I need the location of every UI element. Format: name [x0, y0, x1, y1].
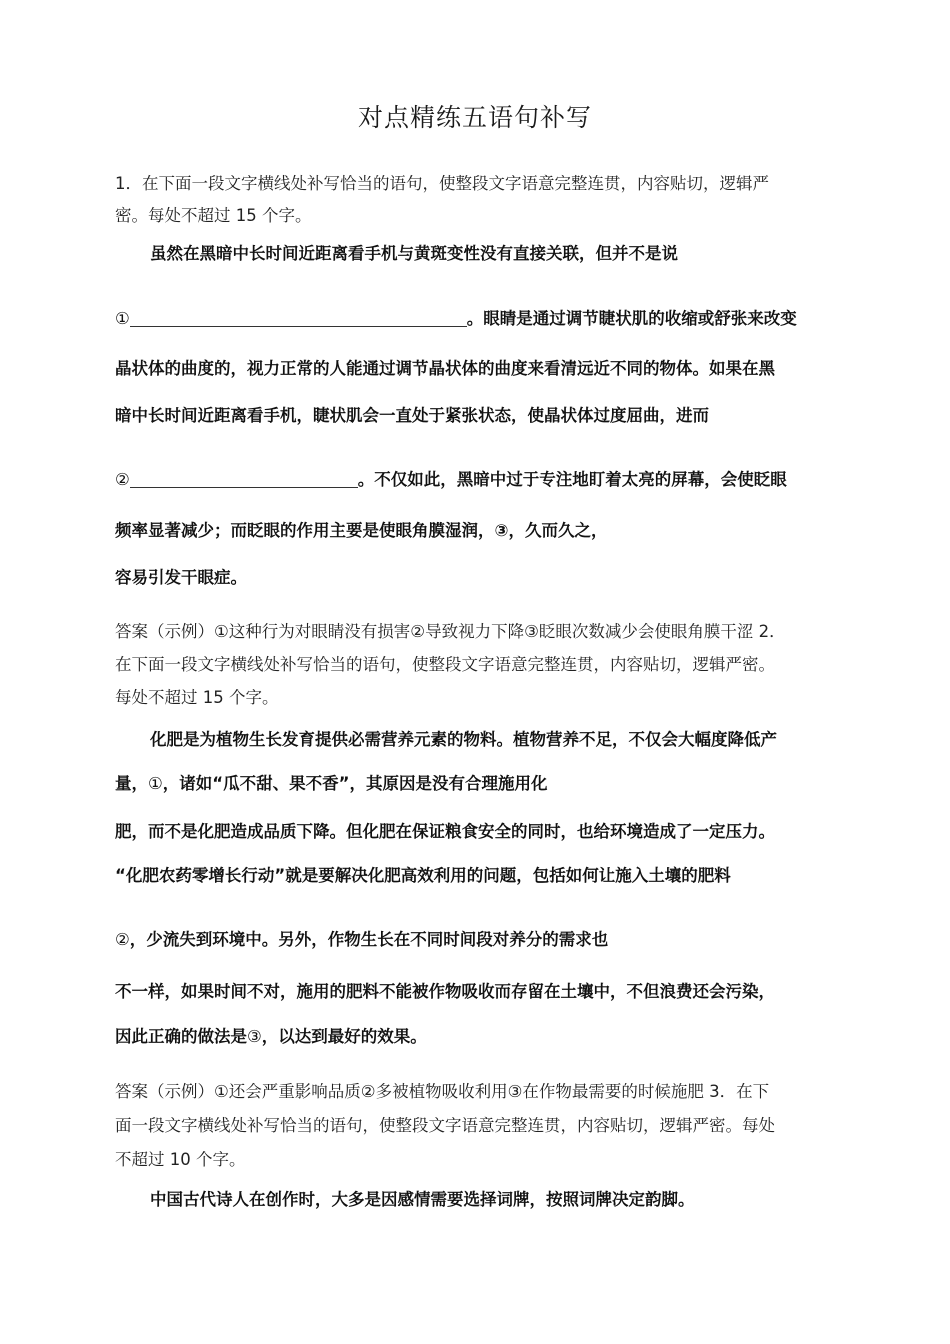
q2-passage-line-6: 不一样，如果时间不对，施用的肥料不能被作物吸收而存留在土壤中，不但浪费还会污染，: [115, 982, 775, 1001]
q2-line-7-start: 因此正确的做法是: [115, 1027, 247, 1046]
q2-answer-line-3: 不超过 10 个字。: [115, 1150, 246, 1169]
q2-blank-2-mark: ②: [115, 930, 130, 949]
q1-passage-line-4: 暗中长时间近距离看手机，睫状肌会一直处于紧张状态，使晶状体过度屈曲，进而: [115, 406, 709, 425]
q2-passage-line-5: [115, 928, 840, 952]
q2-line-2-start: 量，: [115, 774, 148, 793]
q1-passage-line-6: 频率显著减少；而眨眼的作用主要是使眼角膜湿润，③，久而久之，: [115, 521, 608, 540]
q2-passage-line-1: 化肥是为植物生长发育提供必需营养元素的物料。植物营养不足，不仅会大幅度降低产: [150, 730, 777, 749]
answer-blank-2[interactable]: [130, 469, 358, 488]
q2-passage-line-4: “化肥农药零增长行动”就是要解决化肥高效利用的问题，包括如何让施入土壤的肥料: [115, 866, 731, 885]
q2-blank-1-mark: ①: [148, 774, 163, 793]
q2-answer-line-2: 面一段文字横线处补写恰当的语句，使整段文字语意完整连贯，内容贴切，逻辑严密。每处: [115, 1116, 775, 1135]
q1-passage-line-5-text: 。不仅如此，黑暗中过于专注地盯着太亮的屏幕，会使眨眼: [357, 470, 787, 489]
q1-passage-line-5: [115, 468, 840, 492]
q1-answer-line-3: 每处不超过 15 个字。: [115, 688, 279, 707]
page-title: 对点精练五语句补写: [357, 103, 592, 132]
q1-passage-line-2: [115, 307, 840, 331]
answer-blank-1[interactable]: [130, 308, 467, 327]
q1-intro-line-1: 1．在下面一段文字横线处补写恰当的语句，使整段文字语意完整连贯，内容贴切，逻辑严: [115, 174, 769, 193]
blank-1-mark: ①: [115, 309, 130, 328]
q2-answer-line-1: 答案（示例）①还会严重影响品质②多被植物吸收利用③在作物最需要的时候施肥 3．在下: [115, 1082, 770, 1101]
q2-passage-line-7: [115, 1025, 840, 1049]
q3-passage-line-1: 中国古代诗人在创作时，大多是因感情需要选择词牌，按照词牌决定韵脚。: [150, 1190, 695, 1209]
q1-intro-line-2: 密。每处不超过 15 个字。: [115, 206, 312, 225]
q2-blank-3-mark: ③: [247, 1027, 262, 1046]
q1-answer-line-2: 在下面一段文字横线处补写恰当的语句，使整段文字语意完整连贯，内容贴切，逻辑严密。: [115, 655, 775, 674]
q2-passage-line-2: [115, 772, 840, 796]
q2-line-7-end: ，以达到最好的效果。: [261, 1027, 427, 1046]
q2-line-5-text: ，少流失到环境中。另外，作物生长在不同时间段对养分的需求也: [129, 930, 609, 949]
q1-passage-line-1: 虽然在黑暗中长时间近距离看手机与黄斑变性没有直接关联，但并不是说: [150, 244, 678, 263]
q1-passage-line-2-text: 。眼睛是通过调节睫状肌的收缩或舒张来改变: [466, 309, 797, 328]
q1-passage-line-3: 晶状体的曲度的，视力正常的人能通过调节晶状体的曲度来看清远近不同的物体。如果在黑: [115, 359, 775, 378]
q2-passage-line-3: 肥，而不是化肥造成品质下降。但化肥在保证粮食安全的同时，也给环境造成了一定压力。: [115, 822, 775, 841]
q1-passage-line-7: 容易引发干眼症。: [115, 568, 247, 587]
blank-2-mark: ②: [115, 470, 130, 489]
q1-answer-line-1: 答案（示例）①这种行为对眼睛没有损害②导致视力下降③眨眼次数减少会使眼角膜干涩 2．: [115, 622, 786, 641]
q2-line-2-end: ，诸如“瓜不甜、果不香”，其原因是没有合理施用化: [162, 774, 548, 793]
